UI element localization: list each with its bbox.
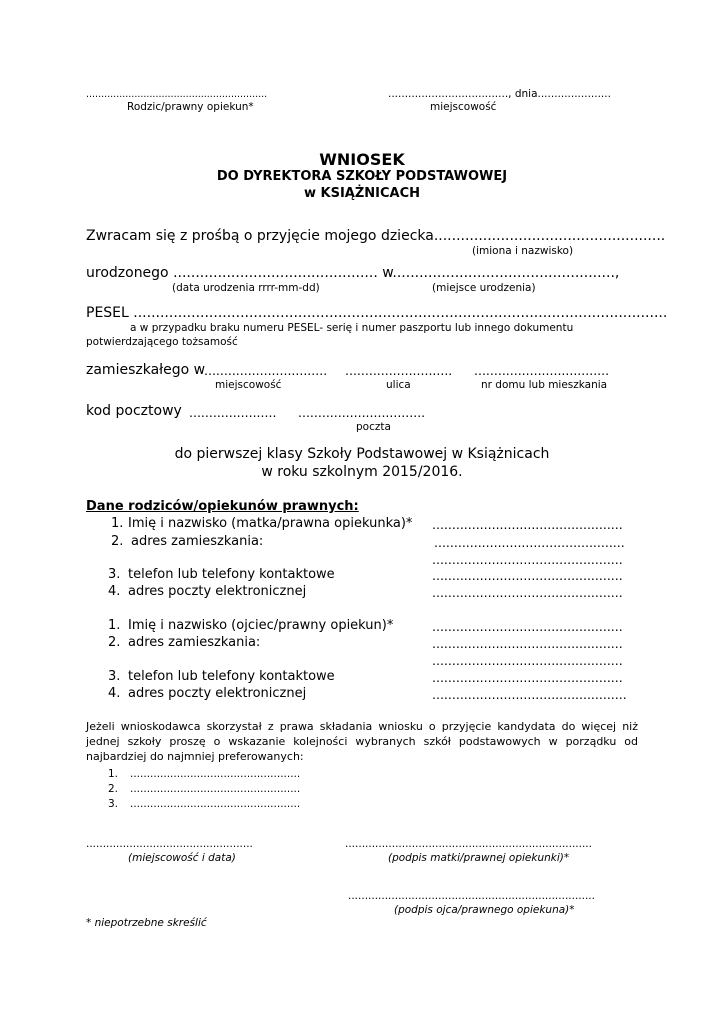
father-name-label: Imię i nazwisko (ojciec/prawny opiekun)* bbox=[128, 618, 394, 633]
place-date-signature-field[interactable]: .................................................. bbox=[86, 838, 253, 850]
list-item-number: 2. bbox=[108, 783, 119, 795]
footnote: * niepotrzebne skreślić bbox=[86, 917, 207, 929]
mother-name-field[interactable]: ................................................ bbox=[432, 517, 623, 532]
place-date-line[interactable]: ...................................., dnia...................... bbox=[388, 88, 611, 100]
residence-city-field[interactable]: ............................... bbox=[204, 363, 328, 378]
father-address-label: adres zamieszkania: bbox=[128, 635, 261, 650]
residence-house-field[interactable]: .................................. bbox=[474, 363, 610, 378]
father-name-field[interactable]: ................................................ bbox=[432, 619, 623, 634]
mother-phone-field[interactable]: ................................................ bbox=[432, 568, 623, 583]
mother-phone-label: telefon lub telefony kontaktowe bbox=[128, 567, 335, 582]
city-hint: miejscowość bbox=[215, 379, 282, 391]
father-phone-label: telefon lub telefony kontaktowe bbox=[128, 669, 335, 684]
preference-3-field[interactable]: ................................................... bbox=[130, 798, 301, 810]
child-name-hint: (imiona i nazwisko) bbox=[472, 245, 574, 257]
street-hint: ulica bbox=[386, 379, 411, 391]
postal-code-field[interactable]: ...................... bbox=[189, 405, 277, 420]
mother-name-label: Imię i nazwisko (matka/prawna opiekunka)* bbox=[128, 516, 413, 531]
list-item-number: 2. bbox=[111, 534, 124, 549]
mother-signature-field[interactable]: .......................................................................... bbox=[345, 838, 592, 850]
parents-heading: Dane rodziców/opiekunów prawnych: bbox=[86, 499, 359, 514]
post-office-field[interactable]: ................................ bbox=[298, 405, 426, 420]
list-item-number: 3. bbox=[108, 798, 119, 810]
father-email-label: adres poczty elektronicznej bbox=[128, 686, 307, 701]
parent-label: Rodzic/prawny opiekun* bbox=[127, 101, 254, 113]
birth-place-hint: (miejsce urodzenia) bbox=[432, 282, 536, 294]
preference-2-field[interactable]: ................................................... bbox=[130, 783, 301, 795]
father-address-field-2[interactable]: ................................................ bbox=[432, 653, 623, 668]
page-subtitle-location: w KSIĄŻNICACH bbox=[303, 186, 421, 201]
page-title: WNIOSEK bbox=[319, 150, 405, 169]
residence-street-field[interactable]: ........................... bbox=[345, 363, 453, 378]
father-email-field[interactable]: ................................................. bbox=[432, 687, 627, 702]
residence-label: zamieszkałego w bbox=[86, 362, 206, 378]
place-label: miejscowość bbox=[430, 101, 497, 113]
father-phone-field[interactable]: ................................................ bbox=[432, 670, 623, 685]
page-subtitle: DO DYREKTORA SZKOŁY PODSTAWOWEJ bbox=[216, 169, 508, 184]
school-year-line: w roku szkolnym 2015/2016. bbox=[261, 464, 463, 480]
list-item-number: 3. bbox=[108, 669, 121, 684]
mother-address-field[interactable]: ................................................ bbox=[434, 535, 625, 550]
child-name-field[interactable]: Zwracam się z prośbą o przyjęcie mojego dziecka.................................................... bbox=[86, 228, 666, 244]
list-item-number: 4. bbox=[108, 584, 121, 599]
list-item-number: 4. bbox=[108, 686, 121, 701]
house-hint: nr domu lub mieszkania bbox=[481, 379, 608, 391]
list-item-number: 3. bbox=[108, 567, 121, 582]
birth-field[interactable]: urodzonego .............................................. w.................................................., bbox=[86, 265, 620, 281]
mother-signature-label: (podpis matki/prawnej opiekunki)* bbox=[388, 852, 570, 864]
list-item-number: 1. bbox=[108, 768, 119, 780]
mother-address-field-2[interactable]: ................................................ bbox=[432, 552, 623, 567]
list-item-number: 1. bbox=[111, 516, 124, 531]
pesel-note: a w przypadku braku numeru PESEL- serię i numer paszportu lub innego dokumentu bbox=[130, 322, 574, 334]
father-signature-label: (podpis ojca/prawnego opiekuna)* bbox=[394, 904, 575, 916]
school-line: do pierwszej klasy Szkoły Podstawowej w Książnicach bbox=[174, 446, 550, 462]
place-date-signature-label: (miejscowość i data) bbox=[128, 852, 236, 864]
preferences-paragraph: Jeżeli wnioskodawca skorzystał z prawa składania wniosku o przyjęcie kandydata do więcej niż jednej szkoły proszę o wskazanie kolejności wybranych szkół podstawowych w porządku od najbardziej do najmniej preferowanych: bbox=[86, 720, 638, 763]
list-item-number: 1. bbox=[108, 618, 121, 633]
pesel-field[interactable]: PESEL ........................................................................................................................ bbox=[86, 305, 668, 321]
postal-label: kod pocztowy bbox=[86, 403, 182, 419]
preference-1-field[interactable]: ................................................... bbox=[130, 768, 301, 780]
father-address-field[interactable]: ................................................ bbox=[432, 636, 623, 651]
birth-date-hint: (data urodzenia rrrr-mm-dd) bbox=[172, 282, 320, 294]
parent-signature-line[interactable]: ............................................................ bbox=[86, 89, 268, 100]
list-item-number: 2. bbox=[108, 635, 121, 650]
mother-address-label: adres zamieszkania: bbox=[131, 534, 264, 549]
mother-email-label: adres poczty elektronicznej bbox=[128, 584, 307, 599]
father-signature-field[interactable]: .......................................................................... bbox=[348, 890, 595, 902]
mother-email-field[interactable]: ................................................ bbox=[432, 585, 623, 600]
pesel-note-continued: potwierdzającego tożsamość bbox=[86, 336, 238, 348]
post-hint: poczta bbox=[356, 421, 391, 433]
